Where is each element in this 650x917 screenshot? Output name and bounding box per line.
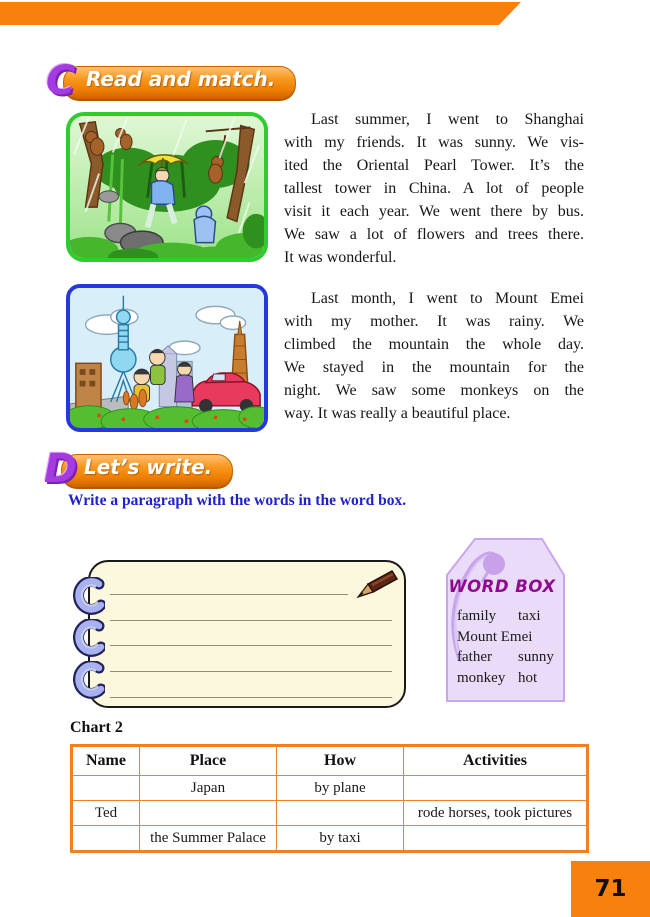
paragraph-line: ited the Oriental Pearl Tower. It’s the [284, 157, 584, 174]
paragraph-mount-emei [284, 287, 584, 425]
word-box-row [457, 629, 554, 650]
section-d-title: Let’s write. [84, 455, 213, 479]
word-box-word: monkey [457, 669, 506, 686]
spiral-ring-icon [71, 577, 105, 619]
spiral-ring-icon [71, 619, 105, 661]
section-d-header [44, 446, 264, 491]
paragraph-line: tallest tower in China. A lot of people [284, 180, 584, 197]
column-header: Activities [404, 746, 588, 776]
ruled-line [110, 671, 392, 672]
table-cell [404, 776, 588, 801]
top-banner-decoration [0, 2, 650, 25]
paragraph-line: It was wonderful. [284, 249, 397, 266]
shanghai-city-scene-icon [70, 288, 264, 428]
ruled-line [110, 645, 392, 646]
paragraph-line: We saw a lot of flowers and trees there. [284, 226, 584, 243]
table-cell: by taxi [277, 826, 404, 852]
section-c-header [46, 58, 276, 104]
word-box-word: Mount Emei [457, 628, 533, 645]
table-row [72, 801, 588, 826]
chart-label: Chart 2 [70, 719, 123, 736]
paragraph-line: visit it each year. We went there by bus. [284, 203, 584, 220]
word-box-word: family [457, 608, 497, 624]
table-cell: by plane [277, 776, 404, 801]
table-cell [140, 801, 277, 826]
paragraph-line: We stayed in the mountain for the [284, 359, 584, 376]
pencil-icon [352, 570, 398, 602]
ruled-line [110, 697, 392, 698]
word-box-title: WORD BOX [448, 577, 556, 596]
mountain-rain-scene-icon [70, 116, 264, 258]
table-cell [72, 826, 140, 852]
word-box-row [457, 670, 554, 691]
paragraph-line: way. It was really a beautiful place. [284, 405, 511, 422]
ruled-line [110, 620, 392, 621]
paragraph-line: Last summer, I went to Shanghai [311, 111, 584, 128]
table-row [72, 826, 588, 852]
table-row [72, 776, 588, 801]
illustration-shanghai-city [66, 284, 268, 432]
illustration-mount-emei-rain [66, 112, 268, 262]
paragraph-line: with my friends. It was sunny. We vis- [284, 134, 584, 151]
table-cell: Ted [72, 801, 140, 826]
table-cell: the Summer Palace [140, 826, 277, 852]
word-box-row [457, 649, 554, 670]
section-d-pill [61, 454, 233, 487]
paragraph-line: climbed the mountain the whole day. [284, 336, 584, 353]
table-cell [72, 776, 140, 801]
tag-hole-icon [483, 553, 505, 575]
word-box-word: hot [518, 669, 538, 686]
column-header: How [277, 746, 404, 776]
word-box-word: sunny [518, 649, 554, 665]
section-c-pill [63, 66, 296, 99]
word-box-words [457, 608, 554, 690]
word-box-word: father [457, 649, 492, 665]
paragraph-line: night. We saw some monkeys on the [284, 382, 584, 399]
ruled-line [110, 594, 348, 595]
column-header: Place [140, 746, 277, 776]
paragraph-line: with my mother. It was rainy. We [284, 313, 584, 330]
paragraph-shanghai [284, 108, 584, 269]
notepad [88, 560, 406, 708]
word-box-word: taxi [518, 608, 541, 624]
column-header: Name [72, 746, 140, 776]
chart-table [70, 744, 589, 853]
section-c-letter: C [46, 58, 76, 104]
word-box-row [457, 608, 554, 629]
table-header-row [72, 746, 588, 776]
section-c-title: Read and match. [86, 67, 276, 91]
section-d-letter: D [44, 446, 78, 492]
table-cell [404, 826, 588, 852]
paragraph-line: Last month, I went to Mount Emei [311, 290, 584, 307]
word-box-tag [446, 537, 566, 703]
page-number: 71 [594, 876, 627, 902]
instruction-text: Write a paragraph with the words in the word box. [68, 492, 407, 509]
spiral-ring-icon [71, 661, 105, 703]
table-cell [277, 801, 404, 826]
table-cell: Japan [140, 776, 277, 801]
table-cell: rode horses, took pictures [404, 801, 588, 826]
page-number-badge [571, 861, 650, 917]
